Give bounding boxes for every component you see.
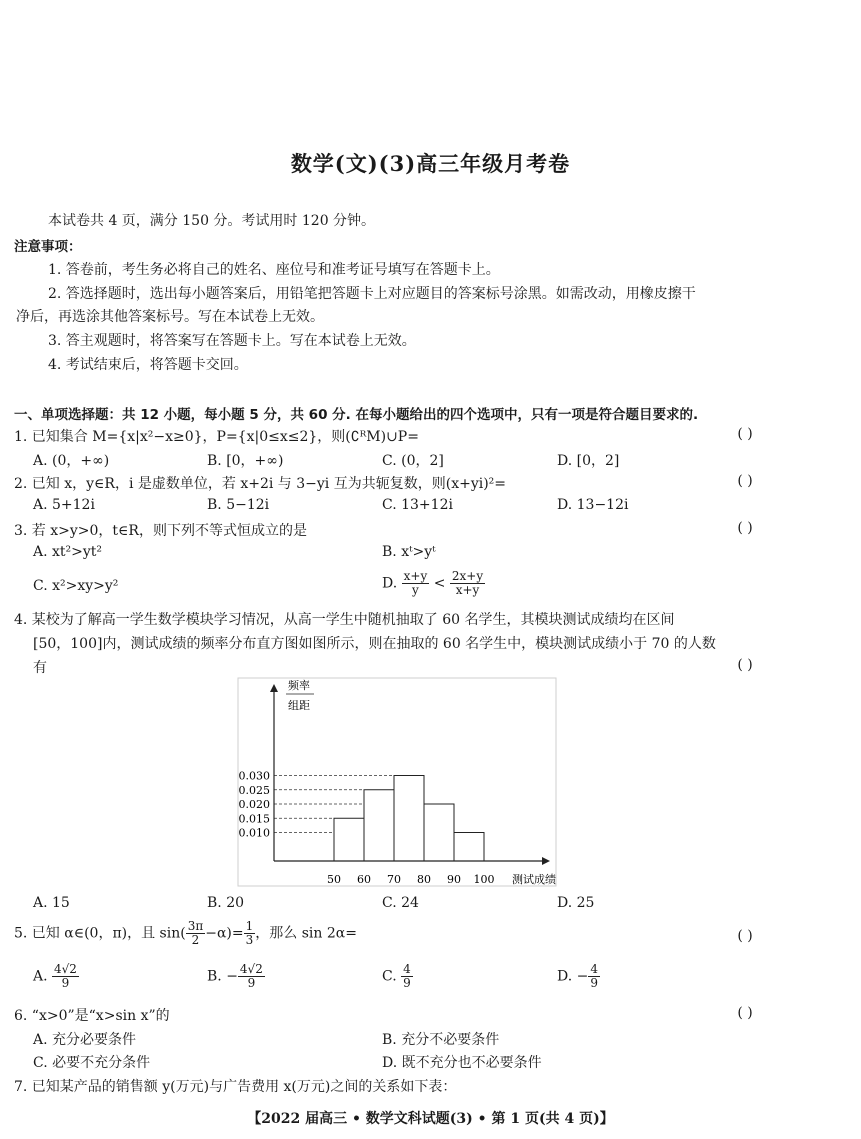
q1-option-b: B. [0，+∞) xyxy=(207,453,284,469)
frac-den: 9 xyxy=(403,976,411,990)
q3-option-c: C. x²>xy>y² xyxy=(33,578,119,594)
frac-den: 9 xyxy=(590,976,598,990)
notes-heading: 注意事项： xyxy=(14,239,82,255)
frac-num: 4 xyxy=(590,962,598,976)
q5-option-d xyxy=(557,963,600,990)
frac-num: 4√2 xyxy=(239,962,263,976)
frac-num: x+y xyxy=(403,569,428,583)
note-2-cont: 净后，再选涂其他答案标号。写在本试卷上无效。 xyxy=(16,309,324,325)
histogram-bar xyxy=(364,790,394,861)
y-tick-label: 0.025 xyxy=(238,783,270,797)
q3-option-d xyxy=(382,570,485,597)
x-tick-label: 60 xyxy=(357,873,371,886)
q3-d-fraction-2 xyxy=(450,570,485,597)
frac-den: 3 xyxy=(245,933,254,947)
q5-answer-blank: ( ) xyxy=(737,928,753,944)
q4-option-d: D. 25 xyxy=(557,895,595,911)
q5-option-c xyxy=(382,963,413,990)
q1-option-d: D. [0，2] xyxy=(557,453,620,469)
q5-angle-fraction xyxy=(186,920,206,947)
q1-option-a: A. (0，+∞) xyxy=(33,453,110,469)
frac-num: 4√2 xyxy=(54,962,77,976)
q3-stem: 3. 若 x>y>0，t∈R，则下列不等式恒成立的是 xyxy=(14,523,307,539)
option-fraction xyxy=(238,963,265,990)
frac-den: 2 xyxy=(191,933,200,947)
y-tick-label: 0.015 xyxy=(238,812,270,826)
x-tick-label: 80 xyxy=(417,873,431,886)
y-axis-arrow xyxy=(270,684,278,692)
frac-num: 3π xyxy=(187,919,204,933)
option-label: A. xyxy=(33,968,48,985)
q6-answer-blank: ( ) xyxy=(737,1005,753,1021)
q3-d-fraction-1 xyxy=(402,570,430,597)
q5-stem-part-a: 5. 已知 α∈(0，π)，且 sin( xyxy=(14,925,186,942)
histogram-bar xyxy=(454,833,484,862)
q2-answer-blank: ( ) xyxy=(737,473,753,489)
q6-option-c: C. 必要不充分条件 xyxy=(33,1055,151,1071)
note-2: 2. 答选择题时，选出每小题答案后，用铅笔把答题卡上对应题目的答案标号涂黑。如需改动，用橡皮擦干 xyxy=(48,286,696,302)
option-fraction xyxy=(401,963,413,990)
frac-den: 9 xyxy=(61,976,70,990)
q5-option-b xyxy=(207,963,265,990)
q4-option-c: C. 24 xyxy=(382,895,419,911)
q1-option-c: C. (0，2] xyxy=(382,453,444,469)
page-footer: 【2022 届高三 • 数学文科试题(3) • 第 1 页(共 4 页)】 xyxy=(247,1111,614,1127)
histogram-bar xyxy=(424,804,454,861)
q4-stem-line-2: [50，100]内，测试成绩的频率分布直方图如图所示，则在抽取的 60 名学生中，模块测试成绩小于 70 的人数 xyxy=(33,636,716,652)
q6-stem: 6. “x>0”是“x>sin x”的 xyxy=(14,1008,170,1024)
x-tick-label: 90 xyxy=(447,873,461,886)
q2-option-a: A. 5+12i xyxy=(33,497,95,513)
frac-den: 9 xyxy=(247,976,256,990)
q7-stem: 7. 已知某产品的销售额 y(万元)与广告费用 x(万元)之间的关系如下表： xyxy=(14,1079,457,1095)
less-than-sign: < xyxy=(433,575,446,592)
option-label: D. − xyxy=(557,968,589,985)
x-tick-label: 50 xyxy=(327,873,341,886)
note-3: 3. 答主观题时，将答案写在答题卡上。写在本试卷上无效。 xyxy=(48,333,416,349)
q4-stem-line-1: 4. 某校为了解高一学生数学模块学习情况，从高一学生中随机抽取了 60 名学生，其模块测试成绩均在区间 xyxy=(14,612,675,628)
x-tick-label: 70 xyxy=(387,873,401,886)
q4-option-b: B. 20 xyxy=(207,895,245,911)
q2-stem: 2. 已知 x，y∈R，i 是虚数单位，若 x+2i 与 3−yi 互为共轭复数，则(x+yi)²= xyxy=(14,476,507,492)
q3-option-a: A. xt²>yt² xyxy=(33,544,103,560)
option-fraction xyxy=(588,963,600,990)
x-axis-arrow xyxy=(542,857,550,865)
frac-num: 2x+y xyxy=(451,569,484,583)
q5-stem-part-c: ，那么 sin 2α= xyxy=(255,925,357,942)
frac-den: x+y xyxy=(455,583,480,597)
y-tick-label: 0.030 xyxy=(238,769,270,783)
q2-option-b: B. 5−12i xyxy=(207,497,270,513)
q1-stem: 1. 已知集合 M={x|x²−x≥0}，P={x|0≤x≤2}，则(∁ᴿM)∪P= xyxy=(14,429,419,445)
q6-option-b: B. 充分不必要条件 xyxy=(382,1032,500,1048)
q2-option-c: C. 13+12i xyxy=(382,497,453,513)
q1-answer-blank: ( ) xyxy=(737,426,753,442)
frac-den: y xyxy=(412,583,419,597)
q4-stem-line-3: 有 xyxy=(33,660,47,676)
y-tick-label: 0.010 xyxy=(238,826,270,840)
note-4: 4. 考试结束后，将答题卡交回。 xyxy=(48,357,248,373)
intro-text: 本试卷共 4 页，满分 150 分。考试用时 120 分钟。 xyxy=(48,213,376,229)
q5-stem xyxy=(14,920,357,947)
option-fraction xyxy=(52,963,79,990)
q2-option-d: D. 13−12i xyxy=(557,497,629,513)
q5-stem-part-b: −α)= xyxy=(205,925,244,942)
option-label: B. − xyxy=(207,968,238,985)
frac-num: 1 xyxy=(245,919,254,933)
q6-option-a: A. 充分必要条件 xyxy=(33,1032,137,1048)
histogram-bar xyxy=(334,818,364,861)
histogram-bar xyxy=(394,776,424,862)
q4-option-a: A. 15 xyxy=(33,895,70,911)
page-title: 数学(文)(3)高三年级月考卷 xyxy=(290,151,571,176)
note-1: 1. 答卷前，考生务必将自己的姓名、座位号和准考证号填写在答题卡上。 xyxy=(48,262,500,278)
section-1-heading: 一、单项选择题：共 12 小题，每小题 5 分，共 60 分. 在每小题给出的四个选项中，只有一项是符合题目要求的. xyxy=(14,407,699,423)
q5-option-a xyxy=(33,963,79,990)
q6-option-d: D. 既不充分也不必要条件 xyxy=(382,1055,542,1071)
x-tick-label: 100 xyxy=(473,873,495,886)
x-axis-label: 测试成绩 xyxy=(512,873,556,886)
q4-answer-blank: ( ) xyxy=(737,657,753,673)
q3-option-d-label: D. xyxy=(382,575,398,592)
q3-answer-blank: ( ) xyxy=(737,520,753,536)
frac-num: 4 xyxy=(403,962,411,976)
histogram-chart xyxy=(236,676,560,890)
y-tick-label: 0.020 xyxy=(238,798,270,811)
y-axis-label-bottom: 组距 xyxy=(288,699,310,712)
q5-value-fraction xyxy=(244,920,256,947)
y-axis-label-top: 频率 xyxy=(288,679,310,692)
option-label: C. xyxy=(382,968,397,985)
q3-option-b: B. xᵗ>yᵗ xyxy=(382,544,436,560)
